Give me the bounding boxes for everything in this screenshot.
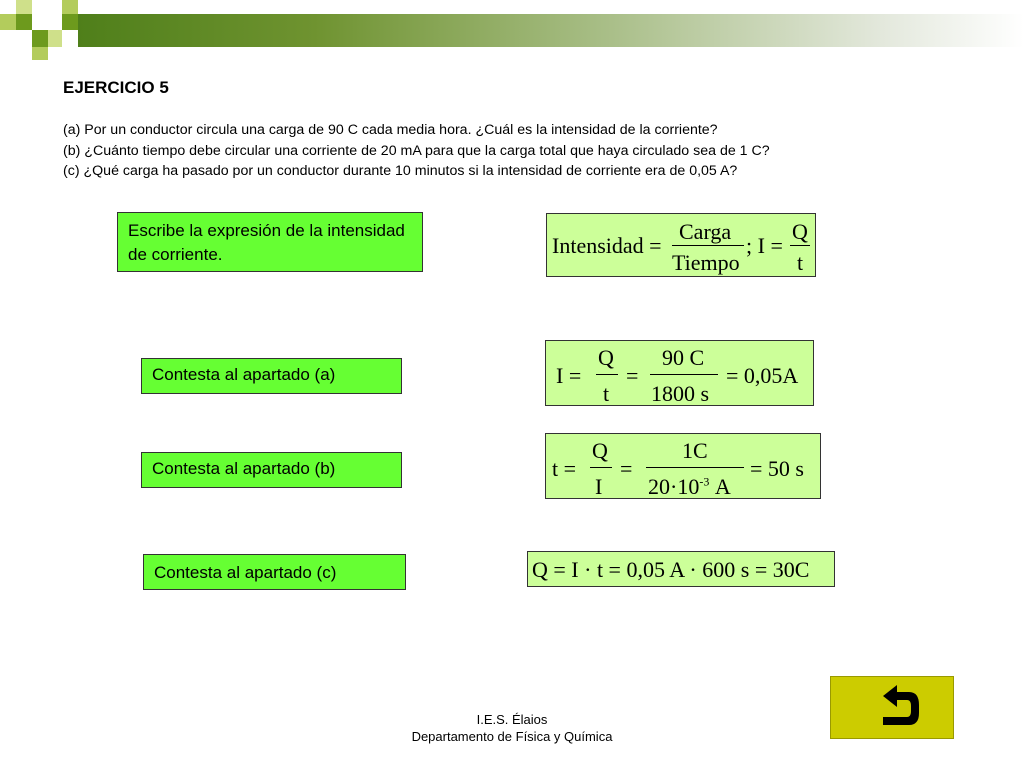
fraction-bar: [790, 245, 810, 246]
deco-square: [62, 0, 78, 14]
deco-square: [32, 30, 48, 47]
return-button[interactable]: [830, 676, 954, 739]
formula-a-num1: Q: [598, 345, 614, 370]
question-b: (b) ¿Cuánto tiempo debe circular una corriente de 20 mA para que la carga total que haya circulado sea de 1 C?: [63, 143, 770, 159]
footer-department: Departamento de Física y Química: [411, 729, 613, 744]
formula-definition-den1: Tiempo: [672, 250, 740, 275]
formula-a-lhs: I =: [556, 363, 582, 388]
question-c: (c) ¿Qué carga ha pasado por un conductor durante 10 minutos si la intensidad de corriente era de 0,05 A?: [63, 163, 738, 179]
fraction-bar: [672, 245, 744, 246]
formula-part-b: [545, 433, 821, 499]
formula-part-a: [545, 340, 814, 406]
formula-definition-num1: Carga: [679, 219, 732, 244]
deco-square: [48, 30, 62, 47]
prompt-part-c-label: Contesta al apartado (c): [154, 563, 337, 582]
fraction-bar: [646, 467, 744, 468]
formula-b-eq: =: [620, 456, 633, 481]
formula-definition-den2: t: [797, 250, 804, 275]
prompt-expression-label: Escribe la expresión de la intensidad de corriente.: [128, 221, 405, 264]
formula-definition-lhs: Intensidad =: [552, 233, 662, 258]
prompt-part-c[interactable]: [143, 554, 406, 590]
formula-definition: [546, 213, 816, 277]
deco-square: [0, 14, 16, 30]
fraction-bar: [650, 374, 718, 375]
formula-b-result: = 50 s: [750, 456, 804, 481]
deco-square: [62, 14, 78, 30]
formula-a-den1: t: [603, 381, 610, 406]
formula-definition-num2: Q: [792, 219, 808, 244]
question-a: (a) Por un conductor circula una carga de 90 C cada media hora. ¿Cuál es la intensidad de la corriente?: [63, 122, 718, 138]
formula-b-den2-unit: A: [714, 474, 731, 499]
deco-square: [16, 0, 32, 14]
prompt-expression[interactable]: [117, 212, 423, 272]
formula-b-den1: I: [595, 474, 603, 499]
fraction-bar: [590, 467, 612, 468]
formula-b-num1: Q: [592, 438, 608, 463]
formula-b-den2-base: 20·10: [648, 474, 700, 499]
formula-c-text: Q = I · t = 0,05 A · 600 s = 30C: [532, 557, 810, 582]
formula-definition-mid: ; I =: [746, 233, 783, 258]
formula-a-num2: 90 C: [662, 345, 705, 370]
header-gradient-band: [78, 14, 1024, 47]
formula-b-den2-exponent: -3: [699, 474, 710, 489]
fraction-bar: [596, 374, 618, 375]
formula-a-result: = 0,05A: [726, 363, 799, 388]
formula-a-eq: =: [626, 363, 639, 388]
prompt-part-b[interactable]: [141, 452, 402, 488]
footer: [402, 711, 622, 745]
prompt-part-b-label: Contesta al apartado (b): [152, 459, 336, 478]
return-arrow-icon: [831, 677, 955, 740]
deco-square: [32, 47, 48, 60]
formula-b-num2: 1C: [682, 438, 708, 463]
prompt-part-a-label: Contesta al apartado (a): [152, 365, 336, 384]
formula-part-c: [527, 551, 835, 587]
formula-b-lhs: t =: [552, 456, 577, 481]
formula-b-den2: [648, 474, 731, 500]
deco-square: [16, 14, 32, 30]
exercise-title: EJERCICIO 5: [63, 78, 169, 97]
prompt-part-a[interactable]: [141, 358, 402, 394]
footer-school: I.E.S. Élaios: [476, 712, 548, 727]
formula-a-den2: 1800 s: [651, 381, 710, 406]
